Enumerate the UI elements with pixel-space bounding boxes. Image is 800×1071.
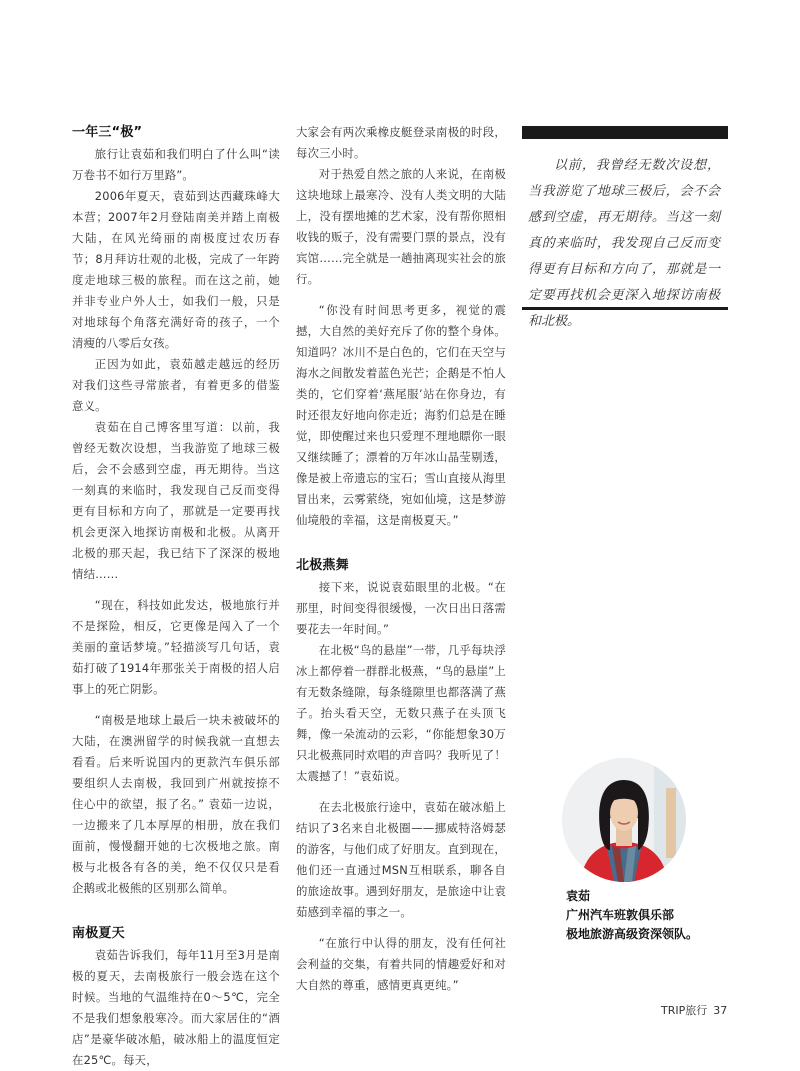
paragraph: “南极是地球上最后一块未被破坏的大陆，在澳洲留学的时候我就一直想去看看。后来听说国内的更款汽车俱乐部要组织人去南极，我回到广州就按捺不住心中的欲望，报了名。” 袁茹一边说，一边搬来了几本厚厚的相册，放在我们面前，慢慢翻开她的七次极地之旅。南极与北极各有各的美，绝不仅仅只是看企鹅或北极熊的区别那么简单。 (72, 713, 280, 895)
paragraph: 在北极“鸟的悬崖”一带，几乎每块浮冰上都停着一群群北极燕，“鸟的悬崖”上有无数条缝隙，每条缝隙里也都落满了燕子。抬头看天空，无数只燕子在头顶飞舞，像一朵流动的云彩，“你能想象30万只北极燕同时欢唱的声音吗？我听见了！太震撼了！”袁茹说。 (296, 643, 506, 783)
paragraph: 在去北极旅行途中，袁茹在破冰船上结识了3名来自北极圈——挪威特洛姆瑟的游客，与他们成了好朋友。直到现在，他们还一直通过MSN互相联系，聊各自的旅途故事。遇到好朋友，是旅途中让袁茹感到幸福的事之一。 (296, 800, 506, 919)
paragraph: “在旅行中认得的朋友，没有任何社会利益的交集，有着共同的情趣爱好和对大自然的尊重，感情更真更纯。” (296, 936, 506, 992)
paragraph: 接下来，说说袁茹眼里的北极。“在那里，时间变得很缓慢，一次日出日落需要花去一年时间。” (296, 580, 506, 636)
paragraph: 对于热爱自然之旅的人来说，在南极这块地球上最寒冷、没有人类文明的大陆上，没有摆地摊的艺术家，没有帮你照相收钱的贩子，没有需要门票的景点，没有宾馆……完全就是一趟抽离现实社会的旅行。 (296, 167, 506, 286)
paragraph: 袁茹告诉我们，每年11月至3月是南极的夏天，去南极旅行一般会选在这个时候。当地的气温维持在0～5℃，完全不是我们想象般寒冷。而大家居住的“酒店”是豪华破冰船，破冰船上的温度恒定在25℃。每天， (72, 948, 280, 1067)
page-number: 37 (713, 1004, 728, 1017)
section-heading-antarctic-summer: 南极夏天 (72, 926, 125, 941)
profile-caption (566, 887, 698, 944)
woman-portrait-icon (562, 758, 686, 882)
section-heading-arctic-swallows: 北极燕舞 (296, 558, 349, 573)
paragraph: 正因为如此，袁茹越走越远的经历对我们这些寻常旅者，有着更多的借鉴意义。 (72, 357, 280, 413)
profile-name: 袁茹 (566, 889, 591, 903)
article-column-1 (72, 122, 280, 1071)
profile-role: 极地旅游高级资深领队。 (566, 927, 699, 941)
pull-quote-text: 以前，我曾经无数次设想，当我游览了地球三极后，会不会感到空虚，再无期待。当这一刻真的来临时，我发现自己反而变得更有目标和方向了，那就是一定要再找机会更深入地探访南极和北极。 (528, 158, 720, 329)
paragraph: “现在，科技如此发达，极地旅行并不是探险，相反，它更像是闯入了一个美丽的童话梦境。”轻描淡写几句话，袁茹打破了1914年那张关于南极的招人启事上的死亡阴影。 (72, 598, 280, 696)
section-heading-three-poles: 一年三“极” (72, 125, 143, 140)
magazine-section: TRIP旅行 (661, 1004, 708, 1017)
article-column-2 (296, 122, 506, 996)
paragraph: “你没有时间思考更多，视觉的震撼，大自然的美好充斥了你的整个身体。知道吗？冰川不是白色的，它们在天空与海水之间散发着蓝色光芒；企鹅是不怕人类的，它们穿着‘燕尾服’站在你身边，有时还很友好地向你走近；海豹们总是在睡觉，即使醒过来也只爱理不理地瞟你一眼又继续睡了；漂着的万年冰山晶莹剔透，像是被上帝遗忘的宝石；雪山直接从海里冒出来，云雾萦绕，宛如仙境，这是梦游仙境般的幸福，这是南极夏天。” (296, 303, 506, 527)
paragraph: 袁茹在自己博客里写道：以前，我曾经无数次设想，当我游览了地球三极后，会不会感到空虚，再无期待。当这一刻真的来临时，我发现自己反而变得更有目标和方向了，那就是一定要再找机会更深入地探访南极和北极。从离开北极的那天起，我已结下了深深的极地情结…… (72, 420, 280, 581)
page-footer (661, 1002, 727, 1018)
pull-quote-box (522, 126, 728, 329)
paragraph: 2006年夏天，袁茹到达西藏珠峰大本营；2007年2月登陆南美并踏上南极大陆，在风光绮丽的南极度过农历春节；8月拜访壮观的北极，完成了一年跨度走地球三极的旅程。而在这之前，她并非专业户外人士，如我们一般，只是对地球每个角落充满好奇的孩子，一个清瘦的八零后女孩。 (72, 189, 280, 350)
paragraph: 旅行让袁茹和我们明白了什么叫“读万卷书不如行万里路”。 (72, 147, 280, 182)
profile-organization: 广州汽车班敦俱乐部 (566, 908, 675, 922)
paragraph: 大家会有两次乘橡皮艇登录南极的时段，每次三小时。 (296, 125, 506, 160)
portrait-photo (562, 758, 686, 882)
